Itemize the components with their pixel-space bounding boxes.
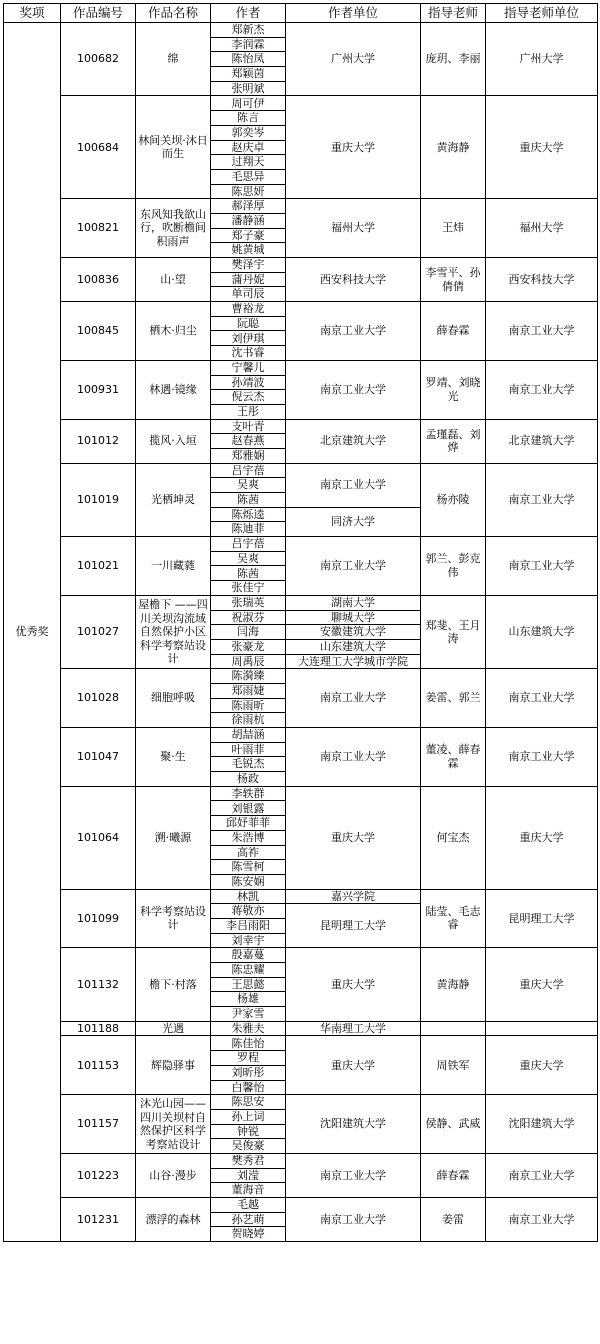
author-cell: 沈书睿 xyxy=(211,346,286,361)
work-name-cell: 林间关坝·沐日而生 xyxy=(136,96,211,199)
work-id-cell: 101064 xyxy=(61,786,136,889)
teacher-unit-cell: 沈阳建筑大学 xyxy=(486,1095,598,1154)
table-row xyxy=(4,948,598,963)
header-work-name: 作品名称 xyxy=(136,4,211,23)
author-cell: 陈安娴 xyxy=(211,874,286,889)
author-unit-cell: 南京工业大学 xyxy=(286,728,421,787)
work-id-cell: 101231 xyxy=(61,1198,136,1242)
teacher-cell: 郑斐、王月涛 xyxy=(421,595,486,668)
teacher-cell: 姜雷、郭兰 xyxy=(421,669,486,728)
author-cell: 蒲丹妮 xyxy=(211,272,286,287)
author-cell: 刘银露 xyxy=(211,801,286,816)
work-name-cell: 林遇·镜缘 xyxy=(136,360,211,419)
work-name-cell: 山·望 xyxy=(136,258,211,302)
work-id-cell: 101223 xyxy=(61,1153,136,1197)
author-cell: 董海音 xyxy=(211,1183,286,1198)
teacher-unit-cell: 南京工业大学 xyxy=(486,463,598,536)
author-unit-cell: 沈阳建筑大学 xyxy=(286,1095,421,1154)
author-cell: 陈思安 xyxy=(211,1095,286,1110)
header-author: 作者 xyxy=(211,4,286,23)
author-cell: 刘伊琪 xyxy=(211,331,286,346)
work-id-cell: 101132 xyxy=(61,948,136,1021)
author-unit-cell: 重庆大学 xyxy=(286,786,421,889)
author-cell: 邱妤菲菲 xyxy=(211,816,286,831)
author-unit-cell: 南京工业大学 xyxy=(286,360,421,419)
author-cell: 张佳宁 xyxy=(211,581,286,596)
work-name-cell: 光遇 xyxy=(136,1021,211,1036)
author-cell: 单司辰 xyxy=(211,287,286,302)
teacher-unit-cell: 重庆大学 xyxy=(486,1036,598,1095)
author-cell: 樊秀君 xyxy=(211,1153,286,1168)
work-id-cell: 100845 xyxy=(61,302,136,361)
work-name-cell: 栖木·归尘 xyxy=(136,302,211,361)
author-unit-cell: 重庆大学 xyxy=(286,96,421,199)
teacher-cell: 侯静、武威 xyxy=(421,1095,486,1154)
work-name-cell: 漂浮的森林 xyxy=(136,1198,211,1242)
author-cell: 周禹辰 xyxy=(211,654,286,669)
table-row xyxy=(4,419,598,434)
author-cell: 姚黄城 xyxy=(211,243,286,258)
teacher-cell: 孟瑾磊、刘烨 xyxy=(421,419,486,463)
author-cell: 支叶青 xyxy=(211,419,286,434)
author-cell: 陈雨昕 xyxy=(211,698,286,713)
table-row xyxy=(4,786,598,801)
table-row xyxy=(4,258,598,273)
table-row xyxy=(4,537,598,552)
table-row xyxy=(4,1153,598,1168)
table-row xyxy=(4,199,598,214)
author-cell: 毛锐杰 xyxy=(211,757,286,772)
header-teacher: 指导老师 xyxy=(421,4,486,23)
author-cell: 王彤 xyxy=(211,404,286,419)
author-cell: 陈漪臻 xyxy=(211,669,286,684)
author-cell: 赵春燕 xyxy=(211,434,286,449)
author-cell: 宁馨儿 xyxy=(211,360,286,375)
header-award: 奖项 xyxy=(4,4,61,23)
teacher-unit-cell: 北京建筑大学 xyxy=(486,419,598,463)
table-row xyxy=(4,728,598,743)
author-cell: 陈烁逵 xyxy=(211,507,286,522)
teacher-unit-cell: 南京工业大学 xyxy=(486,1153,598,1197)
table-row xyxy=(4,1021,598,1036)
author-unit-cell: 南京工业大学 xyxy=(286,669,421,728)
teacher-cell: 郭兰、彭克伟 xyxy=(421,537,486,596)
author-cell: 陈茜 xyxy=(211,566,286,581)
header-work-id: 作品编号 xyxy=(61,4,136,23)
work-name-cell: 辉隐驿事 xyxy=(136,1036,211,1095)
author-cell: 陈怡凤 xyxy=(211,52,286,67)
author-cell: 高祚 xyxy=(211,845,286,860)
author-cell: 吕宇蓓 xyxy=(211,537,286,552)
author-cell: 阮聪 xyxy=(211,316,286,331)
author-cell: 陈忠耀 xyxy=(211,963,286,978)
teacher-cell: 董凌、薛春霖 xyxy=(421,728,486,787)
teacher-unit-cell: 重庆大学 xyxy=(486,786,598,889)
teacher-cell: 周铁军 xyxy=(421,1036,486,1095)
table-row xyxy=(4,463,598,478)
table-row xyxy=(4,1198,598,1213)
work-name-cell: 溯·曦源 xyxy=(136,786,211,889)
author-cell: 周可伊 xyxy=(211,96,286,111)
author-cell: 钟锐 xyxy=(211,1124,286,1139)
author-cell: 郑新杰 xyxy=(211,23,286,38)
teacher-unit-cell: 重庆大学 xyxy=(486,948,598,1021)
author-cell: 杨雄 xyxy=(211,992,286,1007)
author-unit-cell: 西安科技大学 xyxy=(286,258,421,302)
author-unit-cell: 大连理工大学城市学院 xyxy=(286,654,421,669)
teacher-cell: 杨亦陵 xyxy=(421,463,486,536)
teacher-cell: 黄海静 xyxy=(421,96,486,199)
teacher-cell: 薛春霖 xyxy=(421,302,486,361)
author-cell: 过翔天 xyxy=(211,155,286,170)
author-cell: 李吕雨阳 xyxy=(211,918,286,933)
author-unit-cell: 嘉兴学院 xyxy=(286,889,421,904)
author-unit-cell: 南京工业大学 xyxy=(286,463,421,507)
author-cell: 尹家雪 xyxy=(211,1007,286,1022)
work-id-cell: 101047 xyxy=(61,728,136,787)
author-cell: 潘静涵 xyxy=(211,213,286,228)
author-cell: 贺晓婷 xyxy=(211,1227,286,1242)
table-row xyxy=(4,669,598,684)
work-id-cell: 101153 xyxy=(61,1036,136,1095)
header-teacher-unit: 指导老师单位 xyxy=(486,4,598,23)
author-cell: 陈言 xyxy=(211,111,286,126)
author-cell: 张明斌 xyxy=(211,81,286,96)
teacher-unit-cell: 南京工业大学 xyxy=(486,728,598,787)
teacher-unit-cell: 昆明理工大学 xyxy=(486,889,598,948)
author-cell: 陈雪柯 xyxy=(211,860,286,875)
header-author-unit: 作者单位 xyxy=(286,4,421,23)
teacher-unit-cell: 南京工业大学 xyxy=(486,302,598,361)
work-name-cell: 沐光山园——四川关坝村自然保护区科学考察站设计 xyxy=(136,1095,211,1154)
author-cell: 毛思异 xyxy=(211,169,286,184)
author-unit-cell: 华南理工大学 xyxy=(286,1021,421,1036)
author-cell: 郝泽厚 xyxy=(211,199,286,214)
author-unit-cell: 北京建筑大学 xyxy=(286,419,421,463)
table-row xyxy=(4,302,598,317)
author-cell: 白馨怡 xyxy=(211,1080,286,1095)
author-cell: 罗程 xyxy=(211,1051,286,1066)
author-cell: 陈佳怡 xyxy=(211,1036,286,1051)
award-table xyxy=(3,3,598,1242)
teacher-cell: 王炜 xyxy=(421,199,486,258)
teacher-unit-cell: 广州大学 xyxy=(486,23,598,96)
author-unit-cell: 南京工业大学 xyxy=(286,1198,421,1242)
author-unit-cell: 重庆大学 xyxy=(286,1036,421,1095)
author-cell: 曹裕龙 xyxy=(211,302,286,317)
teacher-unit-cell: 山东建筑大学 xyxy=(486,595,598,668)
teacher-cell xyxy=(421,1021,486,1036)
author-cell: 杨政 xyxy=(211,772,286,787)
teacher-cell: 姜雷 xyxy=(421,1198,486,1242)
author-unit-cell: 山东建筑大学 xyxy=(286,639,421,654)
author-unit-cell: 广州大学 xyxy=(286,23,421,96)
author-cell: 叶雨菲 xyxy=(211,742,286,757)
table-row xyxy=(4,23,598,38)
work-name-cell: 揽风·入垣 xyxy=(136,419,211,463)
teacher-unit-cell: 重庆大学 xyxy=(486,96,598,199)
table-row xyxy=(4,360,598,375)
author-cell: 朱雅夫 xyxy=(211,1021,286,1036)
author-cell: 吴俊豪 xyxy=(211,1139,286,1154)
work-name-cell: 一川藏蕤 xyxy=(136,537,211,596)
teacher-unit-cell: 西安科技大学 xyxy=(486,258,598,302)
work-id-cell: 101188 xyxy=(61,1021,136,1036)
author-cell: 郑子豪 xyxy=(211,228,286,243)
teacher-unit-cell: 福州大学 xyxy=(486,199,598,258)
teacher-unit-cell xyxy=(486,1021,598,1036)
work-name-cell: 山谷·漫步 xyxy=(136,1153,211,1197)
work-name-cell: 细胞呼吸 xyxy=(136,669,211,728)
author-cell: 郑雅娴 xyxy=(211,448,286,463)
work-id-cell: 101099 xyxy=(61,889,136,948)
author-cell: 孙艺萌 xyxy=(211,1212,286,1227)
teacher-cell: 罗靖、刘晓光 xyxy=(421,360,486,419)
author-cell: 蒋敬亦 xyxy=(211,904,286,919)
table-row xyxy=(4,889,598,904)
work-id-cell: 101021 xyxy=(61,537,136,596)
author-unit-cell: 重庆大学 xyxy=(286,948,421,1021)
author-cell: 孙靖波 xyxy=(211,375,286,390)
teacher-unit-cell: 南京工业大学 xyxy=(486,360,598,419)
author-cell: 胡喆涵 xyxy=(211,728,286,743)
work-id-cell: 101157 xyxy=(61,1095,136,1154)
author-unit-cell: 同济大学 xyxy=(286,507,421,536)
author-unit-cell: 湖南大学 xyxy=(286,595,421,610)
author-cell: 孙上词 xyxy=(211,1109,286,1124)
teacher-cell: 陆莹、毛志睿 xyxy=(421,889,486,948)
author-unit-cell: 福州大学 xyxy=(286,199,421,258)
header-row xyxy=(4,4,598,23)
author-unit-cell: 南京工业大学 xyxy=(286,1153,421,1197)
teacher-cell: 薛春霖 xyxy=(421,1153,486,1197)
author-cell: 林凯 xyxy=(211,889,286,904)
author-cell: 朱浩博 xyxy=(211,830,286,845)
author-cell: 毛越 xyxy=(211,1198,286,1213)
author-unit-cell: 聊城大学 xyxy=(286,610,421,625)
author-cell: 陈思妍 xyxy=(211,184,286,199)
teacher-unit-cell: 南京工业大学 xyxy=(486,537,598,596)
work-id-cell: 100931 xyxy=(61,360,136,419)
author-unit-cell: 南京工业大学 xyxy=(286,302,421,361)
work-id-cell: 100821 xyxy=(61,199,136,258)
award-table-wrapper xyxy=(3,3,598,1242)
author-cell: 刘幸宇 xyxy=(211,933,286,948)
work-name-cell: 东风知我欲山行，吹断檐间积雨声 xyxy=(136,199,211,258)
author-cell: 李轶群 xyxy=(211,786,286,801)
author-cell: 徐雨杭 xyxy=(211,713,286,728)
author-cell: 陈茜 xyxy=(211,493,286,508)
author-cell: 郑颖茵 xyxy=(211,67,286,82)
author-unit-cell: 南京工业大学 xyxy=(286,537,421,596)
award-cell: 优秀奖 xyxy=(4,23,61,1242)
work-id-cell: 100684 xyxy=(61,96,136,199)
author-cell: 张豪龙 xyxy=(211,639,286,654)
author-cell: 吴爽 xyxy=(211,551,286,566)
work-name-cell: 檐下·村落 xyxy=(136,948,211,1021)
work-id-cell: 101028 xyxy=(61,669,136,728)
teacher-unit-cell: 南京工业大学 xyxy=(486,669,598,728)
work-id-cell: 101019 xyxy=(61,463,136,536)
author-cell: 王思懿 xyxy=(211,977,286,992)
author-cell: 赵庆卓 xyxy=(211,140,286,155)
author-cell: 李润霖 xyxy=(211,37,286,52)
author-cell: 殷嘉蔓 xyxy=(211,948,286,963)
author-unit-cell: 安徽建筑大学 xyxy=(286,625,421,640)
teacher-cell: 何宝杰 xyxy=(421,786,486,889)
table-row xyxy=(4,595,598,610)
author-cell: 闫海 xyxy=(211,625,286,640)
teacher-cell: 庞玥、李丽 xyxy=(421,23,486,96)
table-row xyxy=(4,96,598,111)
author-cell: 吕宇蓓 xyxy=(211,463,286,478)
work-name-cell: 科学考察站设计 xyxy=(136,889,211,948)
author-cell: 郑雨婕 xyxy=(211,683,286,698)
work-name-cell: 绵 xyxy=(136,23,211,96)
work-id-cell: 100836 xyxy=(61,258,136,302)
teacher-cell: 李雪平、孙倩倩 xyxy=(421,258,486,302)
work-name-cell: 光栖坤灵 xyxy=(136,463,211,536)
author-cell: 祝淑芬 xyxy=(211,610,286,625)
author-cell: 刘昕彤 xyxy=(211,1065,286,1080)
author-cell: 张瑞英 xyxy=(211,595,286,610)
work-id-cell: 100682 xyxy=(61,23,136,96)
teacher-unit-cell: 南京工业大学 xyxy=(486,1198,598,1242)
work-name-cell: 聚·生 xyxy=(136,728,211,787)
author-cell: 倪云杰 xyxy=(211,390,286,405)
author-cell: 刘滢 xyxy=(211,1168,286,1183)
author-cell: 吴爽 xyxy=(211,478,286,493)
table-row xyxy=(4,1095,598,1110)
author-unit-cell: 昆明理工大学 xyxy=(286,904,421,948)
work-id-cell: 101027 xyxy=(61,595,136,668)
teacher-cell: 黄海静 xyxy=(421,948,486,1021)
author-cell: 樊泽宇 xyxy=(211,258,286,273)
work-id-cell: 101012 xyxy=(61,419,136,463)
table-row xyxy=(4,1036,598,1051)
author-cell: 陈迪菲 xyxy=(211,522,286,537)
work-name-cell: 屋檐下 ——四川关坝沟流域自然保护小区科学考察站设计 xyxy=(136,595,211,668)
author-cell: 郭奕岑 xyxy=(211,125,286,140)
